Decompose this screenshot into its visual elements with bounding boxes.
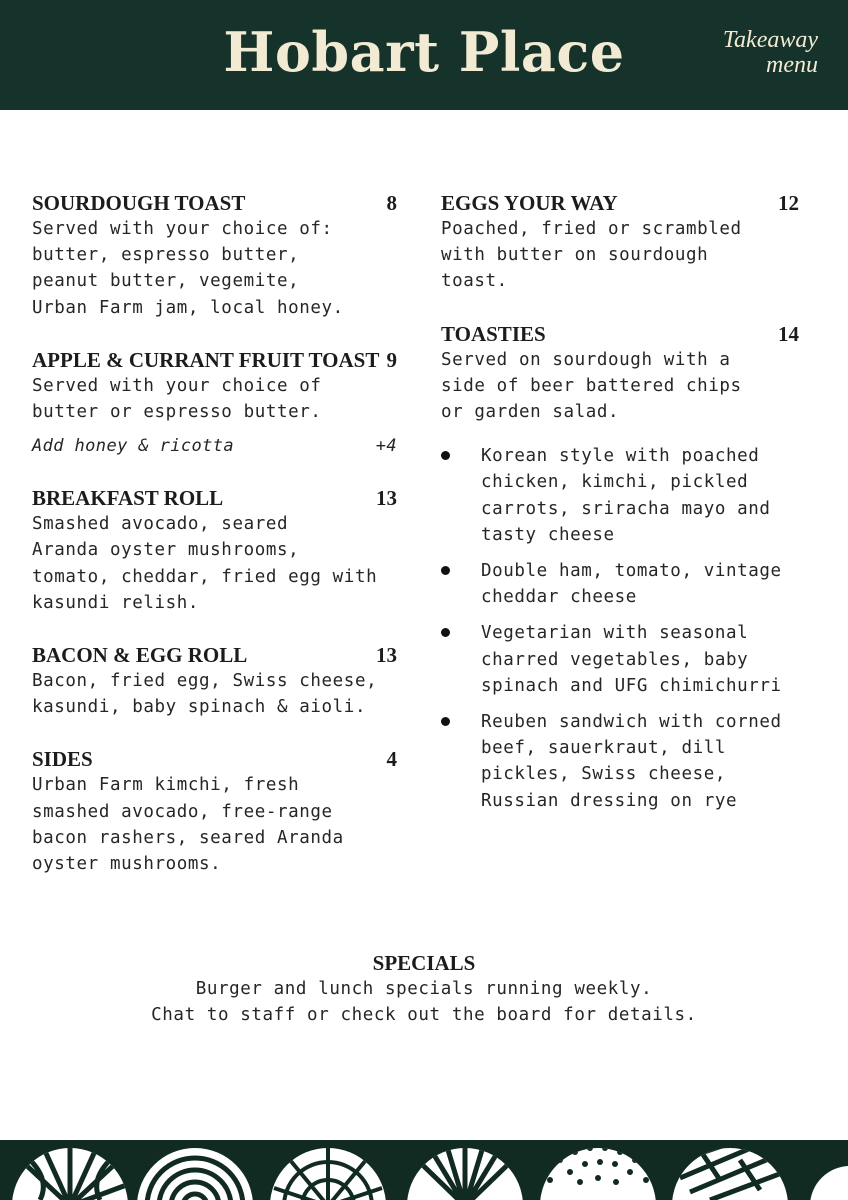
addon-label: Add honey & ricotta (32, 436, 235, 457)
menu-item-sides (32, 746, 397, 877)
list-item (441, 558, 799, 610)
description-line: butter or espresso butter. (32, 402, 322, 423)
item-name: BREAKFAST ROLL (32, 486, 224, 511)
menu-item-bacon-egg-roll (32, 642, 397, 720)
description-line: with butter on sourdough (441, 245, 709, 266)
description-line: peanut butter, vegemite, (32, 271, 300, 292)
bullet-icon (441, 717, 450, 726)
item-name: BACON & EGG ROLL (32, 643, 248, 668)
pattern-circle (810, 1166, 848, 1200)
description-line: Served with your choice of: (32, 219, 333, 239)
description-line: Bacon, fried egg, Swiss cheese, (32, 671, 378, 692)
option-line: chicken, kimchi, pickled (481, 472, 749, 493)
option-line: beef, sauerkraut, dill (481, 738, 726, 759)
description-line: toast. (441, 271, 508, 292)
option-line: Russian dressing on rye (481, 790, 738, 811)
description-line: or garden salad. (441, 402, 620, 423)
decorative-footer-pattern (0, 1140, 848, 1200)
menu-item-fruit-toast (32, 347, 397, 459)
option-line: Vegetarian with seasonal (481, 623, 749, 644)
option-line: carrots, sriracha mayo and (481, 498, 771, 519)
option-line: Double ham, tomato, vintage (481, 561, 782, 582)
item-description (441, 347, 799, 426)
item-name: SIDES (32, 747, 93, 772)
toastie-options-list (441, 443, 799, 814)
specials-section (0, 950, 848, 1028)
option-line: tasty cheese (481, 524, 615, 545)
item-addon (32, 433, 397, 459)
addon-price: +4 (375, 436, 397, 457)
description-line: Urban Farm kimchi, fresh (32, 775, 300, 796)
item-description (32, 772, 397, 877)
description-line: Poached, fried or scrambled (441, 219, 742, 239)
right-menu-column (441, 190, 799, 840)
description-line: kasundi, baby spinach & aioli. (32, 697, 367, 718)
menu-item-breakfast-roll (32, 485, 397, 616)
option-line: cheddar cheese (481, 587, 637, 608)
description-line: butter, espresso butter, (32, 245, 300, 266)
option-line: Korean style with poached (481, 446, 760, 467)
description-line: Urban Farm jam, local honey. (32, 297, 344, 318)
specials-line: Burger and lunch specials running weekly. (195, 979, 653, 999)
item-price: 13 (376, 643, 397, 668)
description-line: Served with your choice of (32, 375, 322, 396)
description-line: Served on sourdough with a (441, 349, 731, 370)
specials-line: Chat to staff or check out the board for details. (151, 1005, 697, 1026)
bullet-icon (441, 566, 450, 575)
list-item (441, 443, 799, 548)
description-line: side of beer battered chips (441, 375, 742, 396)
list-item (441, 620, 799, 699)
description-line: oyster mushrooms. (32, 854, 222, 875)
tagline-line-1: Takeaway (722, 27, 818, 53)
description-line: Smashed avocado, seared (32, 514, 289, 535)
description-line: bacon rashers, seared Aranda (32, 827, 344, 848)
menu-item-eggs-your-way (441, 190, 799, 295)
item-description (32, 216, 397, 321)
item-description (441, 216, 799, 295)
pattern-circle (540, 1148, 656, 1200)
description-line: kasundi relish. (32, 592, 200, 613)
left-menu-column (32, 190, 397, 903)
option-line: pickles, Swiss cheese, (481, 764, 726, 785)
menu-item-sourdough-toast (32, 190, 397, 321)
item-price: 9 (386, 347, 397, 372)
option-line: Reuben sandwich with corned (481, 712, 782, 733)
item-price: 12 (778, 191, 799, 215)
item-price: 8 (386, 191, 397, 215)
bullet-icon (441, 628, 450, 637)
description-line: Aranda oyster mushrooms, (32, 540, 300, 561)
menu-tagline (658, 28, 818, 78)
item-name: EGGS YOUR WAY (441, 191, 618, 215)
specials-title: SPECIALS (372, 951, 476, 975)
description-line: smashed avocado, free-range (32, 801, 333, 822)
option-line: charred vegetables, baby (481, 649, 749, 670)
item-price: 13 (376, 486, 397, 511)
item-name: SOURDOUGH TOAST (32, 191, 246, 215)
brand-title: Hobart Place (223, 20, 625, 84)
item-price: 4 (386, 747, 397, 772)
menu-item-toasties (441, 321, 799, 814)
list-item (441, 709, 799, 814)
menu-header (0, 0, 848, 110)
item-name: APPLE & CURRANT FRUIT TOAST (32, 347, 380, 372)
description-line: tomato, cheddar, fried egg with (32, 566, 378, 587)
bullet-icon (441, 451, 450, 460)
item-description (32, 373, 397, 425)
pattern-graphic (0, 1140, 848, 1200)
tagline-line-2: menu (766, 52, 818, 78)
item-price: 14 (778, 321, 799, 346)
item-description (32, 511, 397, 616)
option-line: spinach and UFG chimichurri (481, 675, 782, 696)
item-name: TOASTIES (441, 321, 546, 346)
item-description (32, 668, 397, 720)
